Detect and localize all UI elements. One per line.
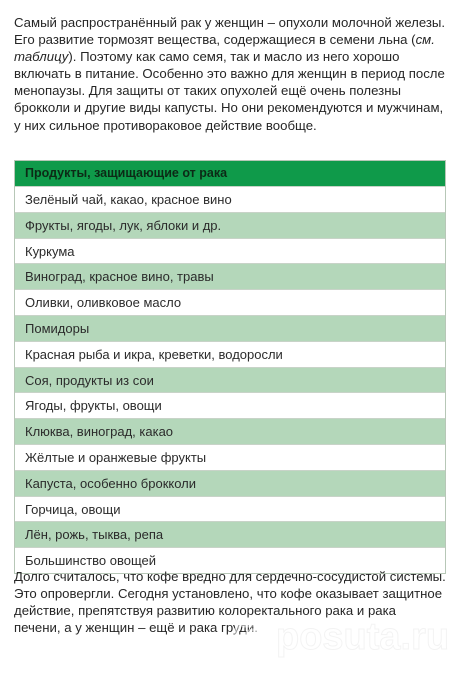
table-row: Горчица, овощи xyxy=(15,496,445,522)
intro-paragraph xyxy=(14,14,446,134)
table-row: Фрукты, ягоды, лук, яблоки и др. xyxy=(15,212,445,238)
table-row: Капуста, особенно брокколи xyxy=(15,470,445,496)
intro-text-1: Самый распространённый рак у женщин – опухоли молочной железы. Его развитие тормозят вещества, содержащиеся в семени льна ( xyxy=(14,15,446,48)
outro-paragraph: Долго считалось, что кофе вредно для сердечно-сосудистой системы. Это опровергли. Сегодня установлено, что кофе оказывает защитное действие, препятствуя развитию колоректального рака и рака печени, а у женщин – ещё и рака груди. xyxy=(14,569,446,636)
table-row: Лён, рожь, тыква, репа xyxy=(15,521,445,547)
table-row: Жёлтые и оранжевые фрукты xyxy=(15,444,445,470)
table-row: Большинство овощей xyxy=(15,547,445,573)
table-row: Ягоды, фрукты, овощи xyxy=(15,392,445,418)
watermark-text: posuta.ru xyxy=(276,616,450,658)
intro-text-2: ). Поэтому как само семя, так и масло из него хорошо включать в питание. Особенно это важно для женщин в период после менопаузы. Для защиты от таких опухолей ещё очень полезны брокколи и другие виды капусты. Но они рекомендуются и мужчинам, у них сильное противораковое действие вообще. xyxy=(14,49,445,133)
table-reference: см. таблицу xyxy=(14,32,435,65)
table-row: Оливки, оливковое масло xyxy=(15,289,445,315)
table-row: Помидоры xyxy=(15,315,445,341)
protective-foods-table xyxy=(14,160,446,574)
table-row: Зелёный чай, какао, красное вино xyxy=(15,186,445,212)
table-row: Клюква, виноград, какао xyxy=(15,418,445,444)
table-row: Виноград, красное вино, травы xyxy=(15,263,445,289)
table-row: Красная рыба и икра, креветки, водоросли xyxy=(15,341,445,367)
table-row: Куркума xyxy=(15,238,445,264)
table-row: Соя, продукты из сои xyxy=(15,367,445,393)
table-header: Продукты, защищающие от рака xyxy=(15,161,445,186)
